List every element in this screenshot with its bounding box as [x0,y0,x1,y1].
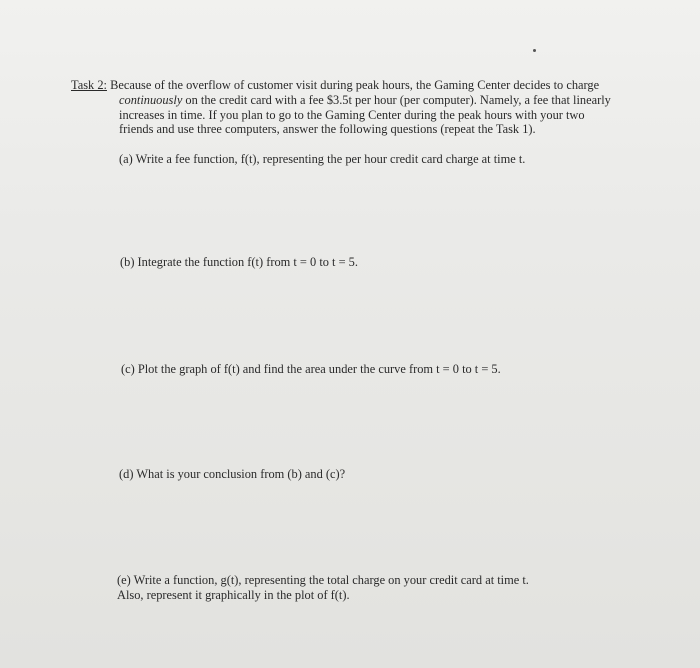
task-label: Task 2: [71,78,107,92]
ink-dot [533,49,536,52]
question-c: (c) Plot the graph of f(t) and find the area under the curve from t = 0 to t = 5. [121,362,501,376]
task-2-statement [71,78,621,137]
task-intro-line-1: Because of the overflow of customer visit during peak hours, the Gaming Center decides to charge [106,78,600,92]
question-e-line-1: (e) Write a function, g(t), representing the total charge on your credit card at time t. [117,573,529,587]
question-d: (d) What is your conclusion from (b) and (c)? [119,467,346,481]
task-intro-line-2: on the credit card with a fee $3.5t per hour (per computer). Namely, a fee that linearly increases in time. If you plan to go to the Gaming Center during the peak hours with your two friends and use three computers, answer the following questions (repeat the Task 1). [119,92,611,137]
question-e [117,573,529,603]
question-a: (a) Write a fee function, f(t), representing the per hour credit card charge at time t. [119,152,526,166]
question-b: (b) Integrate the function f(t) from t = 0 to t = 5. [120,255,358,269]
task-intro-body [71,93,621,137]
emphasis-continuously: continuously [119,92,183,107]
question-e-line-2: Also, represent it graphically in the plot of f(t). [117,588,350,602]
